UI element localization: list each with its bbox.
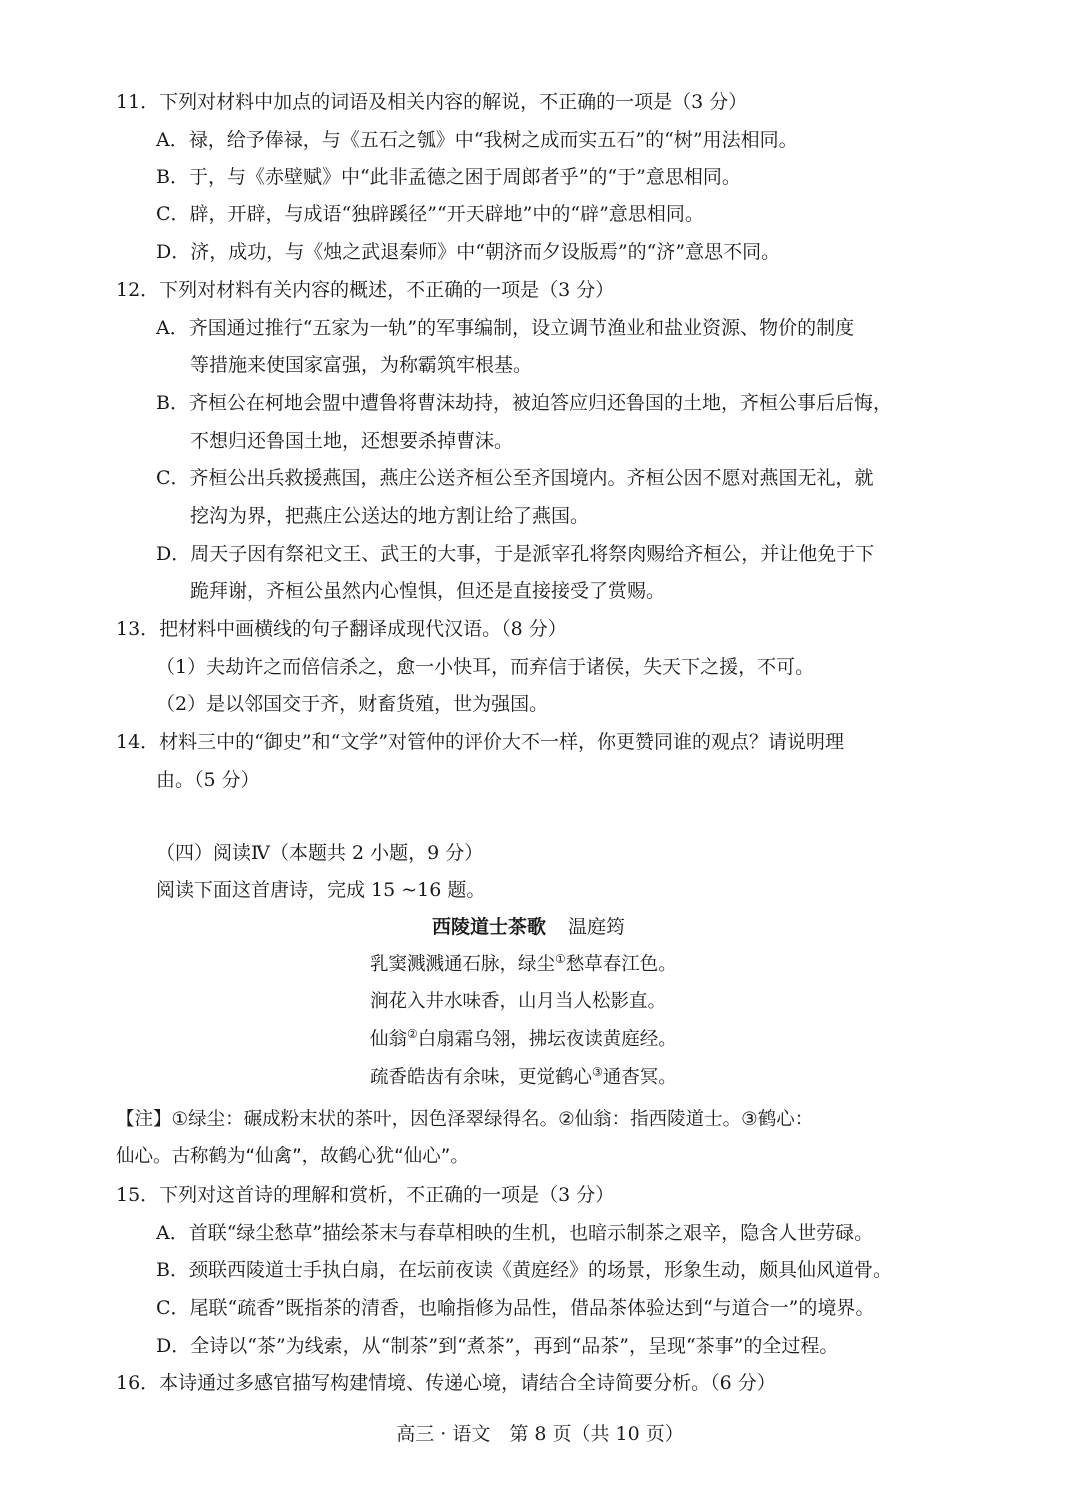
q12-option-b-line2: 不想归还鲁国土地，还想要杀掉曹沫。 <box>190 430 514 452</box>
note-marker-1: ① <box>555 952 566 966</box>
poem-author: 温庭筠 <box>568 916 626 938</box>
poem-line-1-a: 乳窦溅溅通石脉，绿尘 <box>370 954 556 975</box>
q12-option-a-line1: A．齐国通过推行“五家为一轨”的军事编制，设立调节渔业和盐业资源、物价的制度 <box>156 317 855 339</box>
note-marker-3: ③ <box>592 1065 603 1079</box>
q15-option-a: A．首联“绿尘愁草”描绘茶末与春草相映的生机，也暗示制茶之艰辛，隐含人世劳碌。 <box>156 1222 874 1244</box>
q11-option-d: D．济，成功，与《烛之武退秦师》中“朝济而夕设版焉”的“济”意思不同。 <box>156 241 781 263</box>
q11-option-b: B．于，与《赤壁赋》中“此非孟德之困于周郎者乎”的“于”意思相同。 <box>156 166 741 188</box>
q15-option-d: D．全诗以“茶”为线索，从“制茶”到“煮茶”，再到“品茶”，呈现“茶事”的全过程。 <box>156 1335 839 1357</box>
poem-line-3-a: 仙翁 <box>370 1029 408 1050</box>
q12-option-d-line1: D．周天子因有祭祀文王、武王的大事，于是派宰孔将祭肉赐给齐桓公，并让他免于下 <box>156 543 875 565</box>
poem-line-2: 涧花入井水味香，山月当人松影直。 <box>370 991 667 1012</box>
q11-option-c: C．辟，开辟，与成语“独辟蹊径”“开天辟地”中的“辟”意思相同。 <box>156 203 704 225</box>
q11-stem: 11．下列对材料中加点的词语及相关内容的解说，不正确的一项是（3 分） <box>116 91 748 113</box>
poem-line-3 <box>370 1026 677 1054</box>
q13-sentence-1: （1）夫劫许之而倍信杀之，愈一小快耳，而弃信于诸侯，失天下之援，不可。 <box>156 656 815 678</box>
q13-sentence-2: （2）是以邻国交于齐，财畜货殖，世为强国。 <box>156 693 549 715</box>
poem-line-4 <box>370 1064 677 1092</box>
page-footer: 高三 · 语文 第 8 页（共 10 页） <box>396 1423 684 1445</box>
poem-line-1 <box>370 951 677 979</box>
q15-option-b: B．颈联西陵道士手执白扇，在坛前夜读《黄庭经》的场景，形象生动，颇具仙风道骨。 <box>156 1259 892 1281</box>
q12-option-d-line2: 跪拜谢，齐桓公虽然内心惶惧，但还是直接接受了赏赐。 <box>190 580 666 602</box>
poem-line-4-a: 疏香皓齿有余味，更觉鹤心 <box>370 1067 593 1088</box>
q12-stem: 12．下列对材料有关内容的概述，不正确的一项是（3 分） <box>116 279 615 301</box>
q13-stem: 13．把材料中画横线的句子翻译成现代汉语。（8 分） <box>116 618 567 640</box>
poem-line-4-b: 通杳冥。 <box>602 1067 677 1088</box>
q15-option-c: C．尾联“疏香”既指茶的清香，也喻指修为品性，借品茶体验达到“与道合一”的境界。 <box>156 1297 875 1319</box>
poem-note-line2: 仙心。古称鹤为“仙禽”，故鹤心犹“仙心”。 <box>116 1146 469 1167</box>
section-instruction: 阅读下面这首唐诗，完成 15 ~16 题。 <box>156 879 486 901</box>
q15-stem: 15．下列对这首诗的理解和赏析，不正确的一项是（3 分） <box>116 1184 615 1206</box>
q12-option-c-line2: 挖沟为界，把燕庄公送达的地方割让给了燕国。 <box>190 505 590 527</box>
q11-option-a: A．禄，给予俸禄，与《五石之瓠》中“我树之成而实五石”的“树”用法相同。 <box>156 129 798 151</box>
section-heading: （四）阅读Ⅳ（本题共 2 小题，9 分） <box>156 842 484 864</box>
note-marker-2: ② <box>407 1027 418 1041</box>
q14-stem-line1: 14．材料三中的“御史”和“文学”对管仲的评价大不一样，你更赞同谁的观点？请说明理 <box>116 731 845 753</box>
poem-line-3-b: 白扇霜乌翎，拂坛夜读黄庭经。 <box>417 1029 677 1050</box>
poem-line-1-b: 愁草春江色。 <box>565 954 677 975</box>
q16-stem: 16．本诗通过多感官描写构建情境、传递心境，请结合全诗简要分析。（6 分） <box>116 1372 776 1394</box>
poem-note-line1: 【注】①绿尘：碾成粉末状的茶叶，因色泽翠绿得名。②仙翁：指西陵道士。③鹤心： <box>116 1109 814 1130</box>
q12-option-b-line1: B．齐桓公在柯地会盟中遭鲁将曹沫劫持，被迫答应归还鲁国的土地，齐桓公事后后悔， <box>156 392 892 414</box>
poem-title: 西陵道士茶歌 <box>432 916 547 938</box>
poem-title-line <box>432 913 625 941</box>
q12-option-c-line1: C．齐桓公出兵救援燕国，燕庄公送齐桓公至齐国境内。齐桓公因不愿对燕国无礼，就 <box>156 467 874 489</box>
q12-option-a-line2: 等措施来使国家富强，为称霸筑牢根基。 <box>190 354 533 376</box>
q14-stem-line2: 由。（5 分） <box>156 769 260 791</box>
